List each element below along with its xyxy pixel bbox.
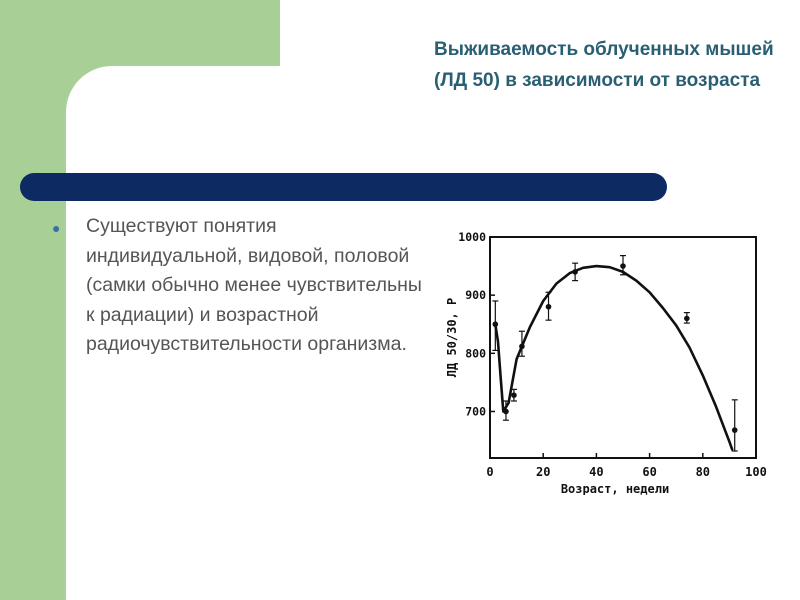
y-tick-label: 1000 <box>458 230 486 244</box>
y-tick-label: 800 <box>465 346 486 361</box>
x-tick-label: 100 <box>745 465 767 479</box>
bullet-text: Существуют понятия индивидуальной, видовой, половой (самки обычно менее чувствительны к радиации) и возрастной радиочувствительности организма. <box>86 215 422 355</box>
x-tick-label: 60 <box>642 465 657 479</box>
x-axis-label: Возраст, недели <box>560 482 670 495</box>
data-point <box>503 409 509 415</box>
data-point <box>620 263 626 269</box>
x-tick-label: 20 <box>535 465 551 479</box>
x-tick-label: 0 <box>486 465 494 479</box>
slide-title: Выживаемость облученных мышей (ЛД 50) в зависимости от возраста <box>434 39 774 91</box>
data-point <box>546 304 552 310</box>
bullet-dot-icon: ● <box>52 220 61 236</box>
data-point <box>572 269 578 275</box>
x-tick-label: 40 <box>589 465 604 479</box>
data-point <box>519 344 525 350</box>
survival-curve <box>495 266 732 449</box>
y-tick-label: 900 <box>465 288 486 303</box>
y-axis-label: ЛД 50/30, Р <box>445 297 459 378</box>
y-tick-label: 700 <box>465 404 486 419</box>
survival-chart <box>438 225 778 495</box>
data-point <box>511 392 517 398</box>
title-divider-bar <box>20 173 667 201</box>
data-point <box>493 321 499 327</box>
data-point <box>684 316 690 322</box>
data-point <box>732 427 738 433</box>
x-tick-label: 80 <box>695 465 711 479</box>
